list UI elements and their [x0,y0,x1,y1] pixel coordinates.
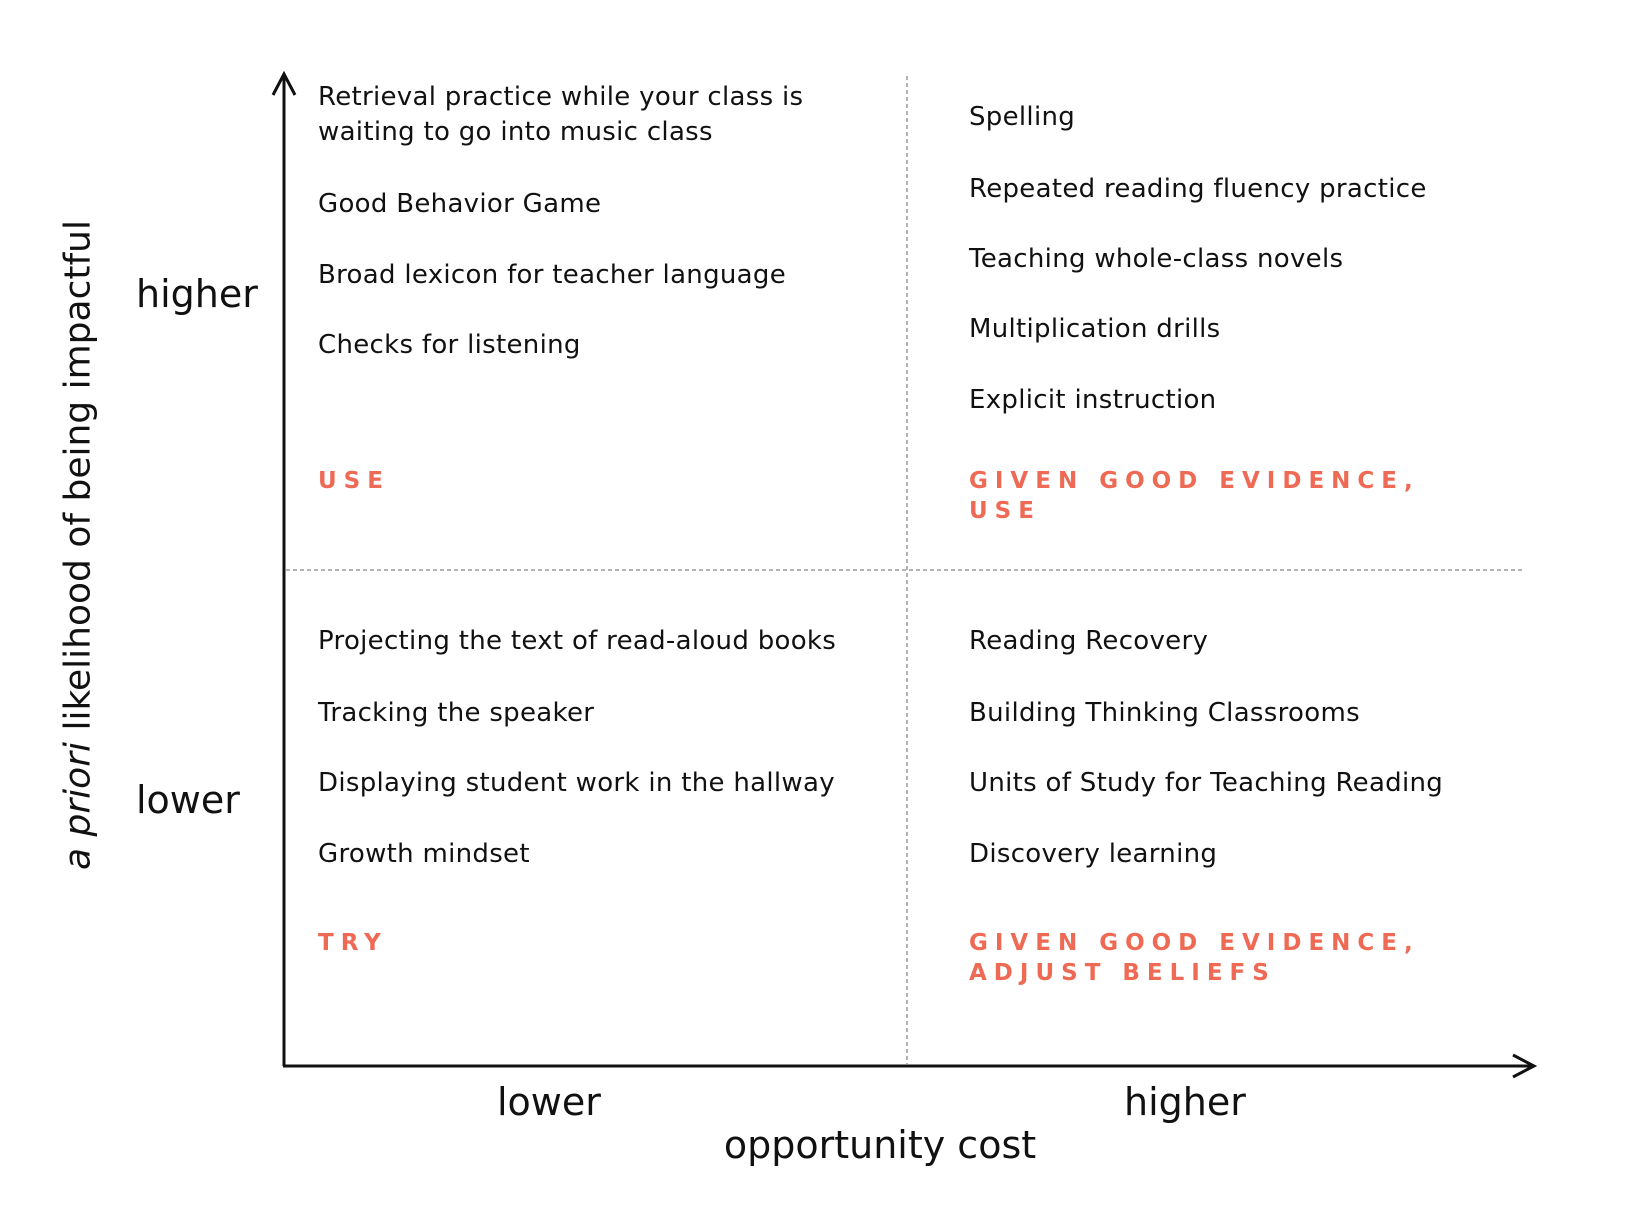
quadrant-item: Checks for listening [318,330,581,360]
quadrant-action-label: TRY [318,930,388,956]
quadrant-item: Repeated reading fluency practice [969,174,1427,204]
quadrant-action-label: GIVEN GOOD EVIDENCE, [969,930,1420,956]
quadrant-item: Units of Study for Teaching Reading [969,768,1444,798]
quadrant-item: Growth mindset [318,839,530,869]
quadrant-item: Teaching whole-class novels [969,244,1344,274]
quadrant-item: Displaying student work in the hallway [318,768,835,798]
x-axis-high-label: higher [1124,1080,1246,1124]
y-axis-title-italic: a priori [57,741,99,870]
quadrant-item: Spelling [969,102,1076,132]
quadrant-item: waiting to go into music class [318,117,713,147]
quadrant-item: Tracking the speaker [318,698,595,728]
quadrant-action-label: USE [969,498,1041,524]
quadrant-item: Retrieval practice while your class is [318,82,804,112]
y-axis-high-label: higher [136,272,258,316]
quadrant-item: Multiplication drills [969,314,1221,344]
y-axis-title [58,220,99,870]
quadrant-item: Projecting the text of read-aloud books [318,626,837,656]
quadrant-item: Building Thinking Classrooms [969,698,1360,728]
quadrant-item: Reading Recovery [969,626,1209,656]
quadrant-action-label: ADJUST BELIEFS [969,960,1276,986]
quadrant-item: Discovery learning [969,839,1218,869]
quadrant-action-label: GIVEN GOOD EVIDENCE, [969,468,1420,494]
y-axis-title-rest: likelihood of being impactful [57,220,99,742]
x-axis-title: opportunity cost [723,1123,1037,1167]
quadrant-item: Explicit instruction [969,385,1217,415]
quadrant-action-label: USE [318,468,390,494]
x-axis-low-label: lower [497,1080,601,1124]
quadrant-item: Broad lexicon for teacher language [318,260,786,290]
y-axis-low-label: lower [136,778,240,822]
quadrant-item: Good Behavior Game [318,189,602,219]
